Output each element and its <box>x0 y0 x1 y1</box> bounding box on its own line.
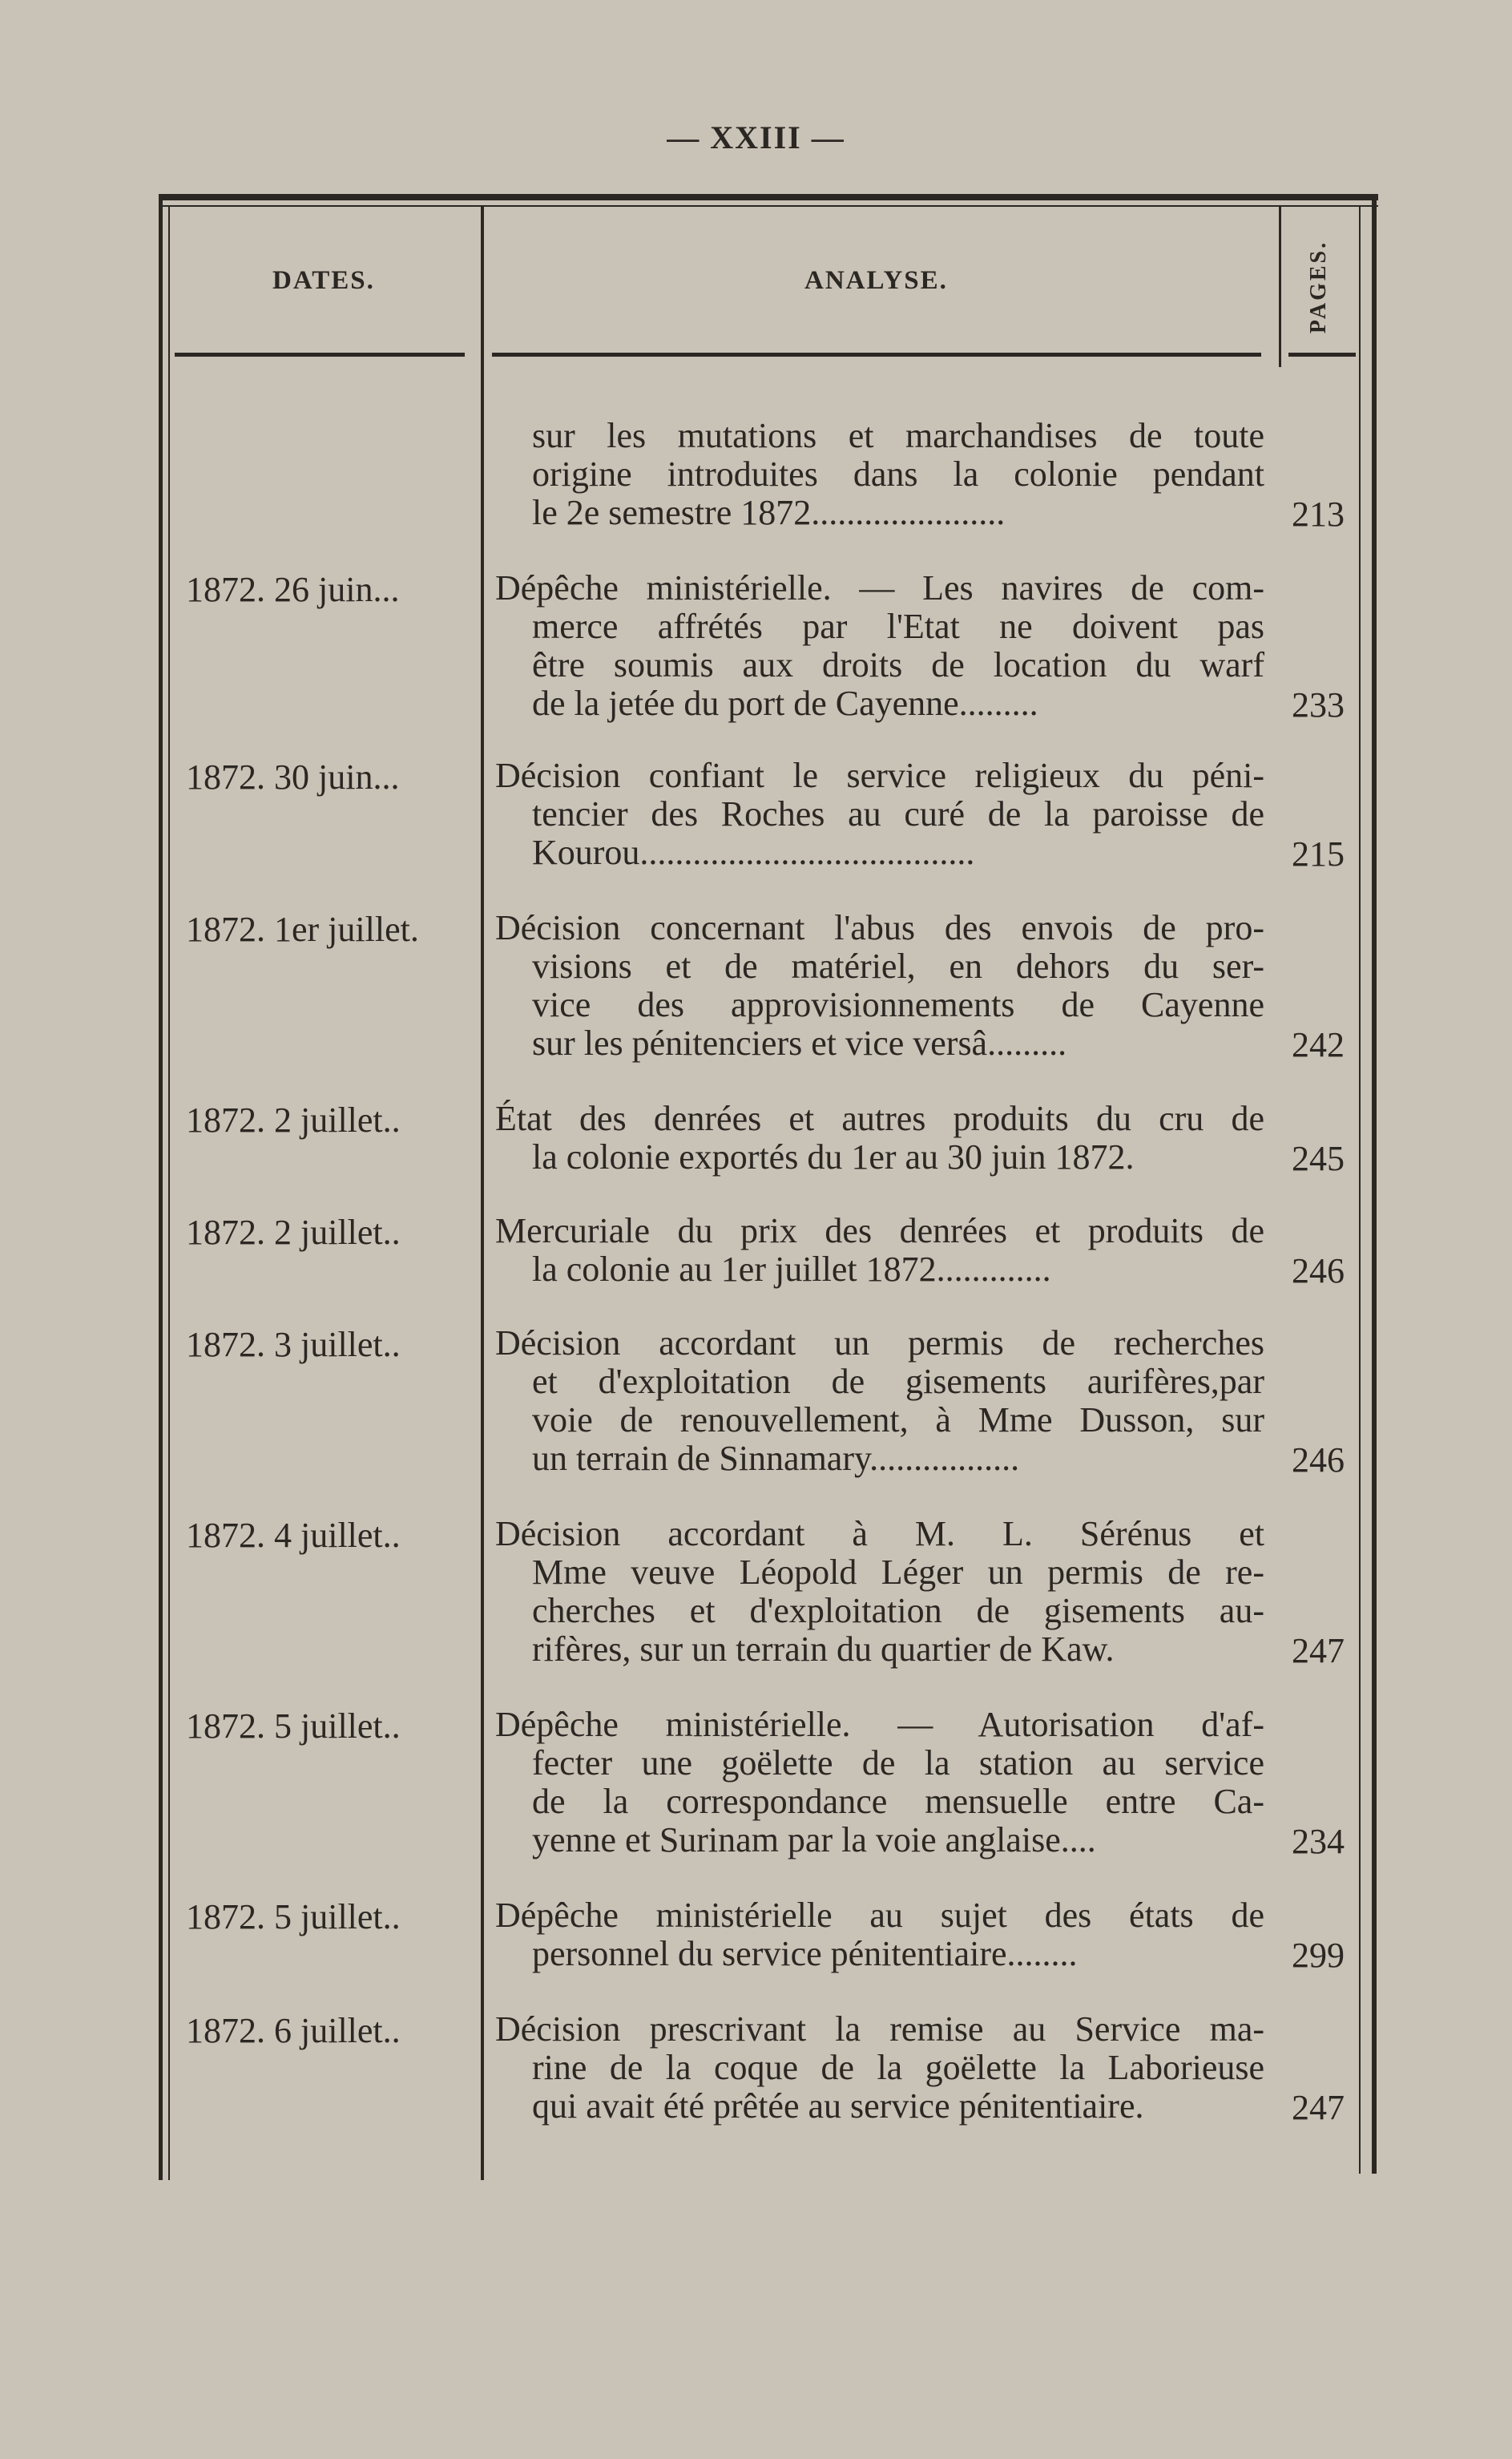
analysis-cell <box>495 1706 1264 1859</box>
analysis-cell <box>495 909 1264 1063</box>
analysis-line: yenne et Surinam par la voie anglaise.... <box>532 1820 1096 1859</box>
analysis-line: Mercuriale du prix des denrées et produits de <box>495 1211 1264 1250</box>
date-cell: 1872. 26 juin... <box>186 570 400 609</box>
date-cell: 1872. 4 juillet.. <box>186 1516 401 1555</box>
analysis-cell <box>495 757 1264 872</box>
analysis-line: État des denrées et autres produits du cru de <box>495 1099 1264 1138</box>
date-cell: 1872. 2 juillet.. <box>186 1213 401 1252</box>
analysis-line: visions et de matériel, en dehors du ser- <box>532 947 1264 986</box>
analysis-line: merce affrétés par l'Etat ne doivent pas <box>532 607 1264 646</box>
analysis-line: Dépêche ministérielle. — Les navires de com- <box>495 568 1264 608</box>
analysis-line: rifères, sur un terrain du quartier de Kaw. <box>532 1629 1115 1669</box>
page-number: 215 <box>1292 834 1345 874</box>
analysis-line: Décision accordant à M. L. Sérénus et <box>495 1514 1264 1553</box>
page-number: 233 <box>1292 685 1345 725</box>
header-underline-dates <box>175 353 465 357</box>
analysis-cell <box>495 1324 1264 1478</box>
column-divider-pages <box>1279 207 1281 367</box>
header-underline-analysis <box>492 353 1261 357</box>
analysis-cell <box>495 1515 1264 1669</box>
analysis-line: tencier des Roches au curé de la paroisse de <box>532 794 1264 834</box>
analysis-cell <box>495 569 1264 723</box>
analysis-line: origine introduites dans la colonie pendant <box>532 454 1264 494</box>
analysis-line: un terrain de Sinnamary................. <box>532 1439 1020 1478</box>
analysis-line: Dépêche ministérielle au sujet des états de <box>495 1896 1264 1935</box>
analysis-line: personnel du service pénitentiaire........ <box>532 1934 1078 1973</box>
page-number: 247 <box>1292 1631 1345 1670</box>
date-cell: 1872. 5 juillet.. <box>186 1706 401 1746</box>
analysis-line: voie de renouvellement, à Mme Dusson, sur <box>532 1400 1264 1439</box>
date-cell: 1872. 30 juin... <box>186 757 400 797</box>
left-border-outer <box>159 194 163 2180</box>
analysis-cell <box>495 1212 1264 1289</box>
date-cell: 1872. 2 juillet.. <box>186 1100 401 1140</box>
top-rule-thick <box>159 194 1378 200</box>
column-divider-dates <box>481 207 484 2180</box>
right-border-inner <box>1359 207 1361 2174</box>
analysis-line: sur les pénitenciers et vice versâ......... <box>532 1024 1067 1063</box>
header-underline-pages <box>1288 353 1356 357</box>
analysis-line: être soumis aux droits de location du warf <box>532 645 1264 684</box>
date-cell: 1872. 6 juillet.. <box>186 2011 401 2050</box>
analysis-line: rine de la coque de la goëlette la Laborieuse <box>532 2048 1264 2087</box>
column-header-analysis: ANALYSE. <box>804 266 948 295</box>
analysis-cell <box>495 417 1264 532</box>
analysis-line: cherches et d'exploitation de gisements au- <box>532 1591 1264 1630</box>
analysis-line: Décision concernant l'abus des envois de pro- <box>495 908 1264 947</box>
page-number: 246 <box>1292 1440 1345 1480</box>
date-cell: 1872. 1er juillet. <box>186 910 419 949</box>
page-number: 299 <box>1292 1936 1345 1975</box>
column-header-dates: DATES. <box>272 266 375 295</box>
analysis-line: Décision confiant le service religieux du péni- <box>495 756 1264 795</box>
date-cell: 1872. 5 juillet.. <box>186 1897 401 1936</box>
page-number: 242 <box>1292 1025 1345 1064</box>
analysis-line: Dépêche ministérielle. — Autorisation d'af- <box>495 1705 1264 1744</box>
analysis-line: fecter une goëlette de la station au service <box>532 1743 1264 1783</box>
analysis-cell <box>495 1896 1264 1973</box>
analysis-line: Décision accordant un permis de recherches <box>495 1323 1264 1363</box>
analysis-line: la colonie au 1er juillet 1872............. <box>532 1250 1051 1289</box>
analysis-line: de la correspondance mensuelle entre Ca- <box>532 1782 1264 1821</box>
right-border-outer <box>1372 194 1377 2174</box>
page-number: 213 <box>1292 495 1345 534</box>
analysis-line: Kourou...................................... <box>532 833 975 872</box>
analysis-cell <box>495 2010 1264 2126</box>
analysis-line: vice des approvisionnements de Cayenne <box>532 985 1264 1024</box>
analysis-line: qui avait été prêtée au service pénitentiaire. <box>532 2086 1144 2126</box>
top-rule-thin <box>159 205 1378 207</box>
page-number: 246 <box>1292 1251 1345 1290</box>
analysis-line: Mme veuve Léopold Léger un permis de re- <box>532 1553 1264 1592</box>
analysis-line: et d'exploitation de gisements aurifères,par <box>532 1362 1264 1401</box>
left-border-inner <box>168 207 170 2180</box>
page-number: 245 <box>1292 1139 1345 1178</box>
page-header: — XXIII — <box>667 119 845 155</box>
date-cell: 1872. 3 juillet.. <box>186 1325 401 1364</box>
analysis-line: le 2e semestre 1872...................... <box>532 493 1006 532</box>
column-header-pages: PAGES. <box>1306 240 1331 334</box>
analysis-line: Décision prescrivant la remise au Service ma- <box>495 2009 1264 2049</box>
column-header-pages-wrap <box>1295 231 1343 343</box>
analysis-cell <box>495 1100 1264 1177</box>
page-number: 247 <box>1292 2088 1345 2127</box>
analysis-line: sur les mutations et marchandises de toute <box>532 416 1264 455</box>
analysis-line: la colonie exportés du 1er au 30 juin 1872. <box>532 1137 1135 1177</box>
page-number: 234 <box>1292 1822 1345 1861</box>
analysis-line: de la jetée du port de Cayenne......... <box>532 684 1038 723</box>
